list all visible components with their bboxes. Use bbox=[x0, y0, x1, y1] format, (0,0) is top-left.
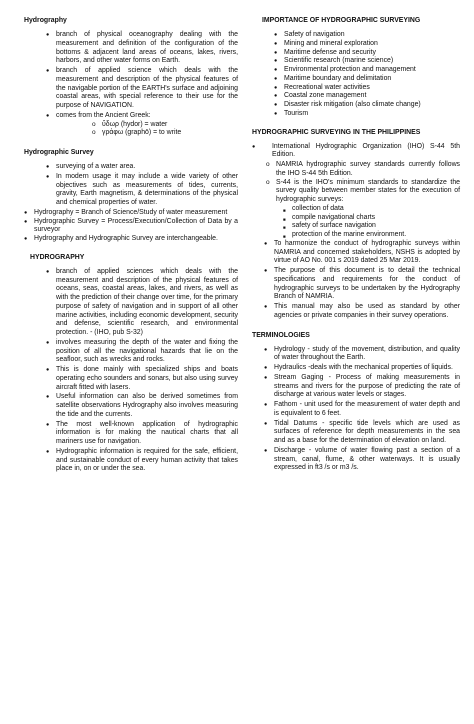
hydrography-list bbox=[24, 31, 238, 138]
list-item: ● This manual may also be used as standard by other agencies or private companies in their survey operations. bbox=[242, 303, 460, 321]
list-item: ● Disaster risk mitigation (also climate change) bbox=[252, 101, 460, 110]
iho-text: International Hydrographic Organization (IHO) S-44 5th Edition. bbox=[272, 142, 460, 159]
heading-philippines: HYDROGRAPHIC SURVEYING IN THE PHILIPPINES bbox=[252, 128, 421, 136]
list-item: ■ safety of surface navigation bbox=[244, 222, 460, 231]
list-item: ● Useful information can also be derived sometimes from satellite observations Hydrography also involves measuring the tide and the currents. bbox=[24, 393, 238, 419]
list-item: ● In modern usage it may include a wide variety of other objectives such as measurements of tides, currents, gravity, Earth magnetism, & determinations of the physical and chemical properties of water. bbox=[24, 173, 238, 208]
list-item: ● branch of applied sciences which deals with the measurement and description of the physical features of oceans, seas, coastal areas, lakes, and rivers, as well as with the prediction of their change over time, for the primary purpose of safety of navigation and in support of all other marine activities, including economic development, security and defense, scientific research, and environmental protection. - (IHO, pub S-32) bbox=[24, 268, 238, 338]
list-item: ● Maritime boundary and delimitation bbox=[252, 75, 460, 84]
terminologies-list bbox=[242, 346, 460, 474]
philippines-subsub-list bbox=[244, 205, 460, 240]
greek-list bbox=[56, 121, 238, 139]
hydrography-detail-list bbox=[24, 268, 238, 474]
list-item: ● The purpose of this document is to detail the technical specifications and requirements for the conduct of hydrographic surveys to be undertaken by the Hydrography Branch of NAMRIA. bbox=[242, 267, 460, 302]
list-item: ■ compile navigational charts bbox=[244, 214, 460, 223]
list-item: ● Hydrography = Branch of Science/Study of water measurement bbox=[24, 209, 238, 218]
list-item: ● Discharge - volume of water flowing past a section of a stream, canal, flume, & other waterways. It is usually expressed in ft3 /s or m3 /s. bbox=[242, 447, 460, 473]
philippines-list bbox=[242, 240, 460, 321]
list-item: ● Tidal Datums - specific tide levels which are used as surfaces of reference for depth measurements in the sea and as a base for the determination of elevation on land. bbox=[242, 420, 460, 446]
list-item: o γράφω (graphō) = to write bbox=[56, 129, 238, 138]
list-item: ● This is done mainly with specialized ships and boats operating echo sounders and sonars, but also using survey aircraft fitted with lasers. bbox=[24, 366, 238, 392]
list-item: ● The most well-known application of hydrographic information is for making the nautical charts that all mariners use for navigation. bbox=[24, 421, 238, 447]
list-item: ● involves measuring the depth of the water and fixing the position of all the navigational hazards that lie on the seafloor, such as wrecks and rocks. bbox=[24, 339, 238, 365]
heading-terminologies: TERMINOLOGIES bbox=[252, 331, 310, 339]
list-item: o S-44 is the IHO's minimum standards to standardize the survey quality between member states for the execution of hydrographic surveys: bbox=[230, 179, 460, 205]
list-item: ● Hydrographic information is required for the safe, efficient, and sustainable conduct of every human activity that takes place in, on or under the sea. bbox=[24, 448, 238, 474]
list-item: ● surveying of a water area. bbox=[24, 163, 238, 172]
left-column bbox=[24, 16, 238, 475]
list-item: ● Environmental protection and management bbox=[252, 66, 460, 75]
list-item: ● Coastal zone management bbox=[252, 92, 460, 101]
heading-hydrography-caps: HYDROGRAPHY bbox=[30, 253, 85, 261]
list-item: ● Stream Gaging - Process of making measurements in streams and rivers for the purpose of predicting the rate of discharge at various water levels or stages. bbox=[242, 374, 460, 400]
list-item bbox=[252, 143, 460, 161]
list-item: ● Mining and mineral exploration bbox=[252, 40, 460, 49]
heading-importance: IMPORTANCE OF HYDROGRAPHIC SURVEYING bbox=[262, 17, 421, 24]
philippines-iho-list bbox=[252, 143, 460, 161]
list-item: o ὕδωρ (hydor) = water bbox=[56, 121, 238, 130]
importance-list bbox=[252, 31, 460, 119]
list-item: ● Tourism bbox=[252, 110, 460, 119]
list-item: ● Safety of navigation bbox=[252, 31, 460, 40]
list-item: ● branch of physical oceanography dealing with the measurement and definition of the configuration of the bottoms & adjacent land areas of oceans, lakes, rivers, harbors, and other water forms on Earth. bbox=[24, 31, 238, 66]
survey-list bbox=[24, 163, 238, 208]
list-item: ● Scientific research (marine science) bbox=[252, 57, 460, 66]
heading-hydrographic-survey: Hydrographic Survey bbox=[24, 149, 94, 156]
philippines-sub-list bbox=[230, 161, 460, 205]
list-item: ● Hydrographic Survey = Process/Execution/Collection of Data by a surveyor bbox=[24, 218, 238, 236]
list-item: o NAMRIA hydrographic survey standards currently follows the IHO S-44 5th Edition. bbox=[230, 161, 460, 179]
right-column bbox=[252, 16, 460, 474]
list-item: ■ collection of data bbox=[244, 205, 460, 214]
list-item: ● Fathom - unit used for the measurement of water depth and is equivalent to 6 feet. bbox=[242, 401, 460, 419]
list-item: ● Hydrology - study of the movement, distribution, and quality of water throughout the Earth. bbox=[242, 346, 460, 364]
definition-list bbox=[24, 209, 238, 244]
list-item: ● Recreational water activities bbox=[252, 84, 460, 93]
list-item: ■ protection of the marine environment. bbox=[244, 231, 460, 240]
list-item: ● Maritime defense and security bbox=[252, 49, 460, 58]
list-item: ● Hydrography and Hydrographic Survey are interchangeable. bbox=[24, 235, 238, 244]
list-item: ● Hydraulics -deals with the mechanical properties of liquids. bbox=[242, 364, 460, 373]
greek-origin-text: comes from the Ancient Greek: bbox=[56, 111, 151, 119]
list-item: ● branch of applied science which deals with the measurement and description of the physical features of the navigable portion of the EARTH's surface and adjoining coastal areas, with special reference to their use for the purpose of NAVIGATION. bbox=[24, 67, 238, 111]
list-item bbox=[24, 112, 238, 138]
heading-hydrography: Hydrography bbox=[24, 17, 67, 24]
list-item: ● To harmonize the conduct of hydrographic surveys within NAMRIA and concerned stakeholders, NSHS is adopted by virtue of AO No. 001 s 2019 dated 25 Mar 2019. bbox=[242, 240, 460, 266]
